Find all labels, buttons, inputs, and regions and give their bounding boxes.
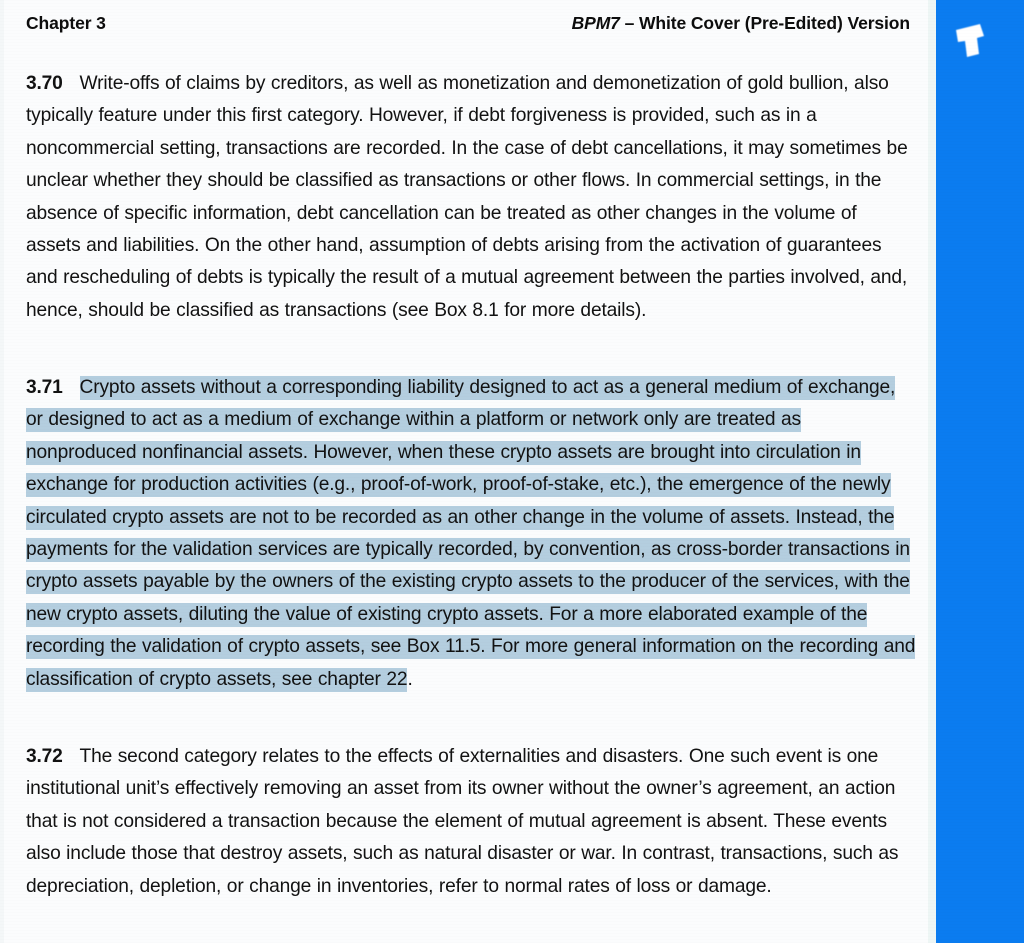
right-panel-gutter (928, 0, 936, 943)
header-title-rest: – White Cover (Pre-Edited) Version (619, 13, 910, 33)
right-side-blue-panel[interactable] (936, 0, 1024, 943)
paragraph-3-72 (26, 741, 916, 903)
paragraph-number-3-70: 3.70 (26, 73, 63, 94)
selected-text-highlight[interactable]: Crypto assets without a corresponding liability designed to act as a general medium of exchange, or designed to act as a medium of exchange within a platform or network only are treated as nonproduced nonfinancial assets. However, when these crypto assets are brought into circulation in exchange for production activities (e.g., proof-of-work, proof-of-stake, etc.), the emergence of the newly circulated crypto assets are not to be recorded as an other change in the volume of assets. Instead, the payments for the validation services are typically recorded, by convention, as cross-border transactions in crypto assets payable by the owners of the existing crypto assets to the producer of the services, with the new crypto assets, diluting the value of existing crypto assets. For a more elaborated example of the recording the validation of crypto assets, see Box 11.5. For more general information on the recording and classification of crypto assets, see chapter 22 (26, 377, 916, 690)
paragraph-3-70 (26, 68, 916, 327)
header-title-emphasis: BPM7 (571, 13, 620, 33)
cursor-pointer-glyph-icon[interactable] (953, 20, 995, 66)
paragraph-3-71-trailing: . (407, 668, 413, 690)
header-title (572, 13, 910, 34)
paragraph-3-71[interactable] (26, 372, 916, 696)
paragraph-number-3-72: 3.72 (26, 746, 63, 767)
paragraph-body-3-70: Write-offs of claims by creditors, as well as monetization and demonetization of gold bullion, also typically feature under this first category. However, if debt forgiveness is provided, such as in a noncommercial setting, transactions are recorded. In the case of debt cancellations, it may sometimes be unclear whether they should be classified as transactions or other flows. In commercial settings, in the absence of specific information, debt cancellation can be treated as other changes in the volume of assets and liabilities. On the other hand, assumption of debts arising from the activation of guarantees and rescheduling of debts is typically the result of a mutual agreement between the parties involved, and, hence, should be classified as transactions (see Box 8.1 for more details). (26, 73, 908, 321)
paragraph-number-3-71: 3.71 (26, 377, 63, 398)
paragraph-body-3-72: The second category relates to the effects of externalities and disasters. One such event is one institutional unit’s effectively removing an asset from its owner without the owner’s agreement, an action that is not considered a transaction because the element of mutual agreement is absent. These events also include those that destroy assets, such as natural disaster or war. In contrast, transactions, such as depreciation, depletion, or change in inventories, refer to normal rates of loss or damage. (26, 746, 899, 897)
header-chapter-label: Chapter 3 (26, 13, 106, 33)
document-running-header (26, 13, 910, 34)
